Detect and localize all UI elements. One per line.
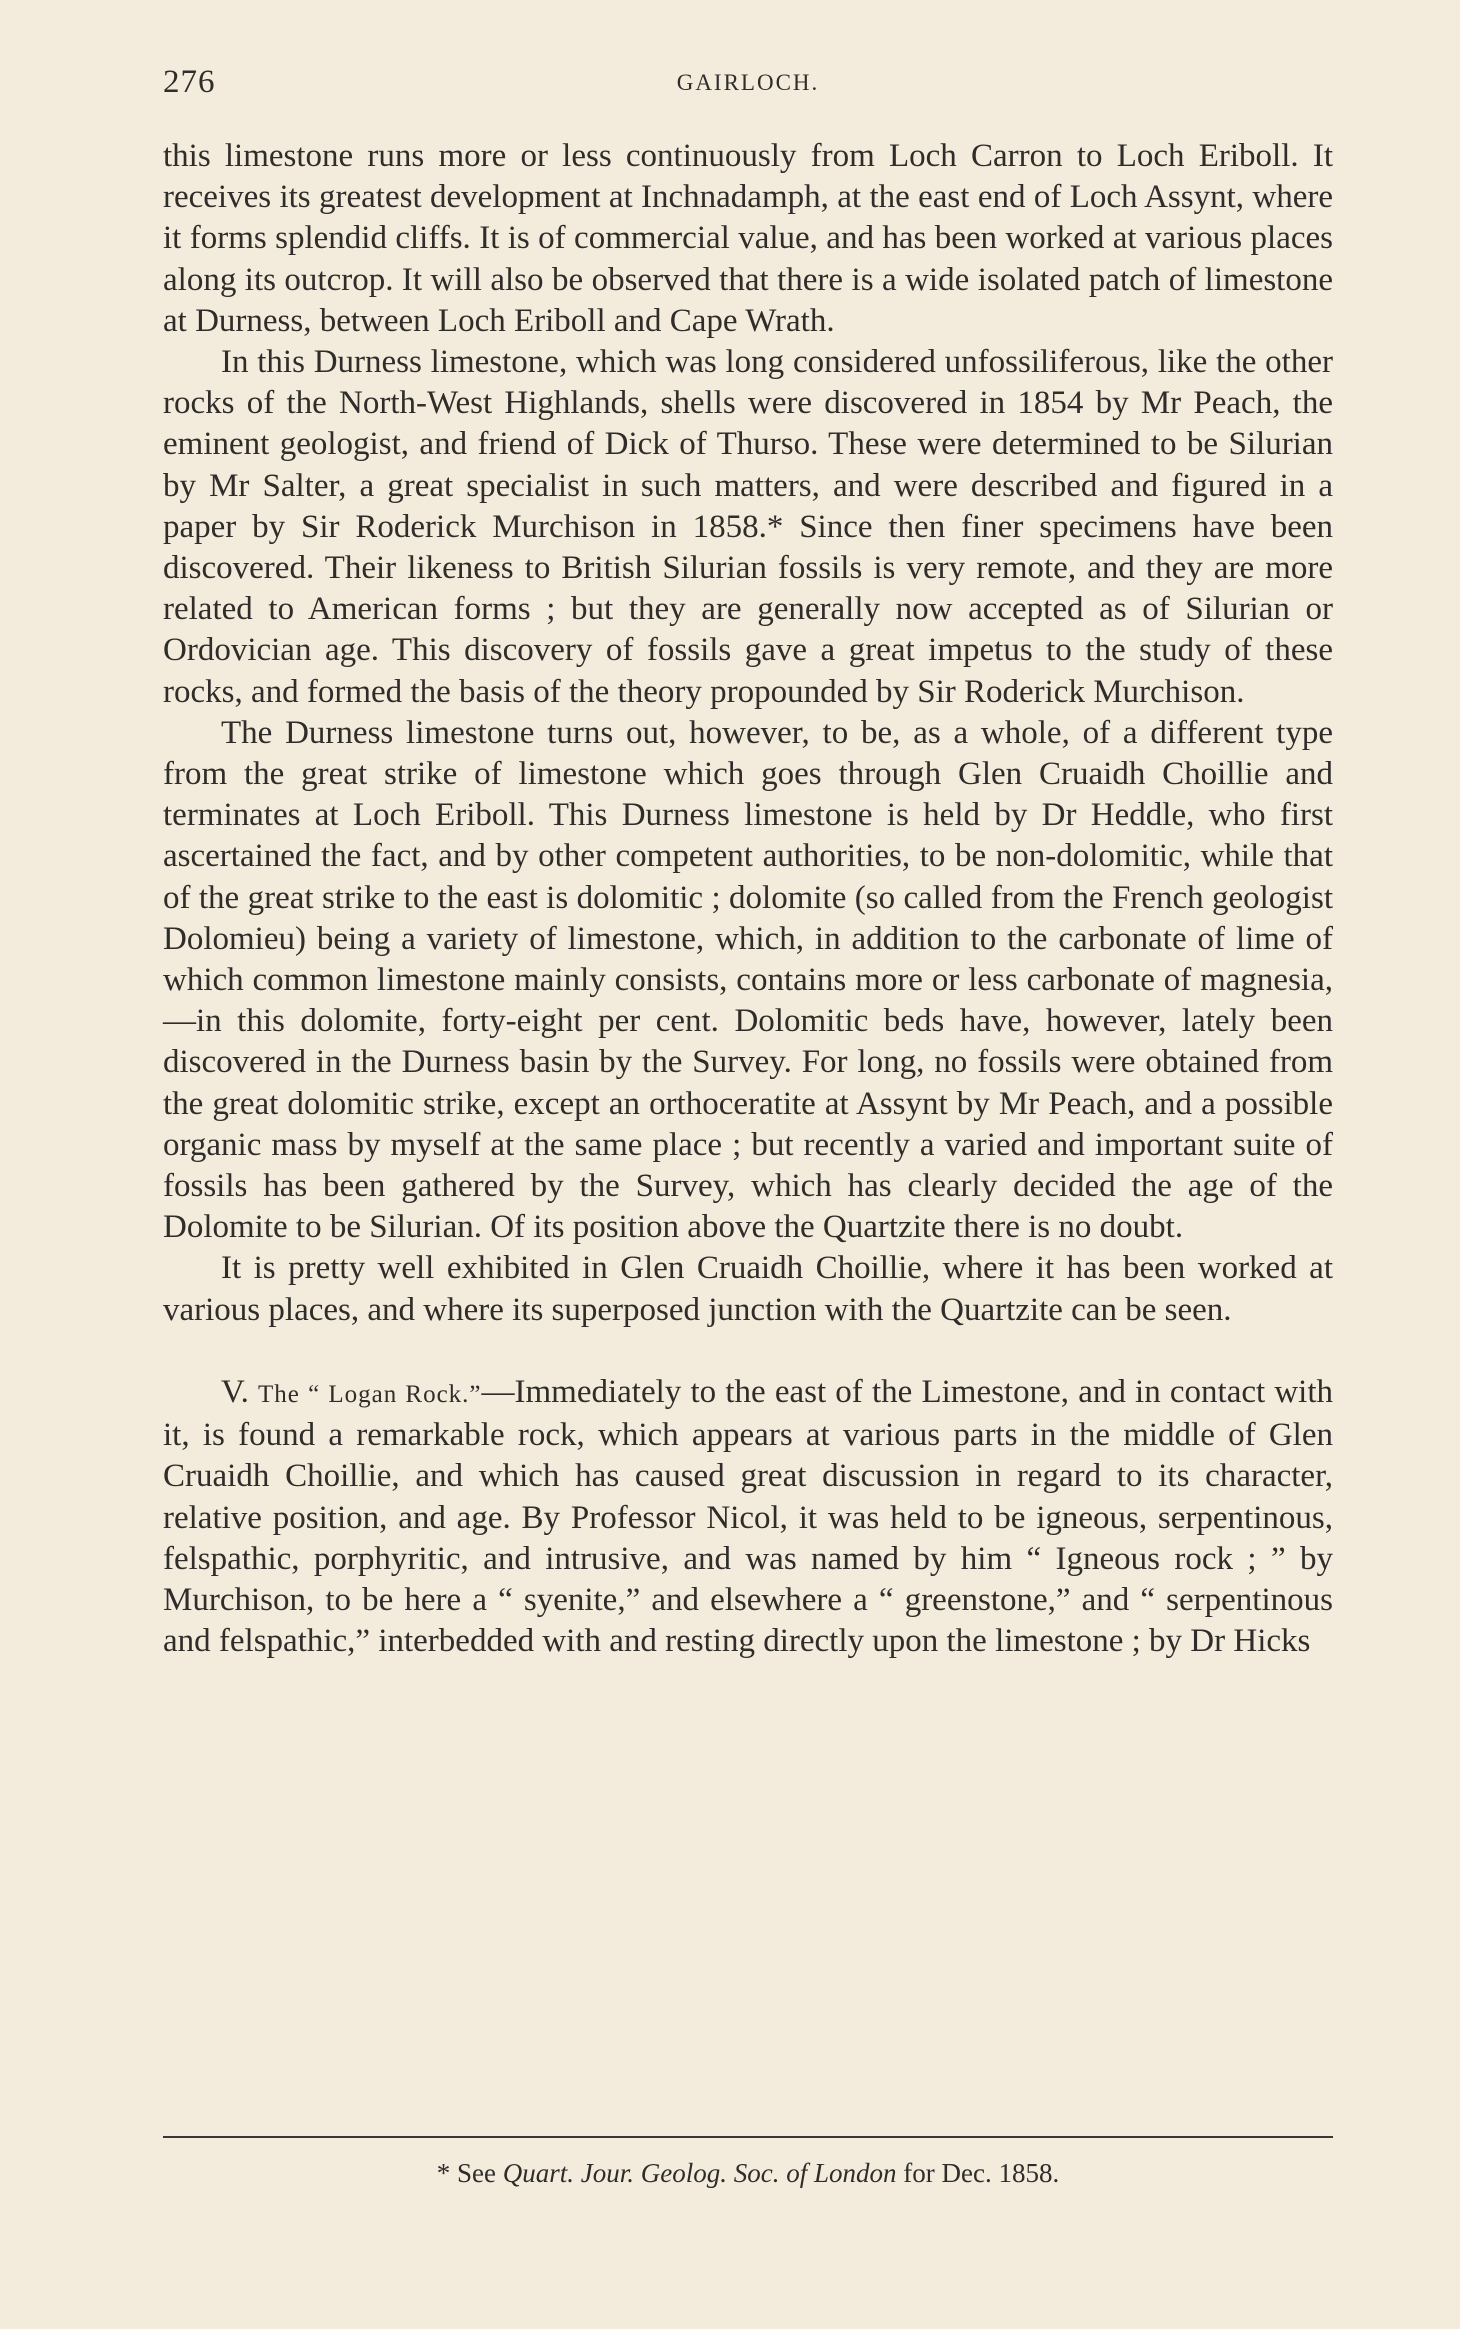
page-number: 276 (163, 64, 216, 100)
footnote-source: Quart. Jour. Geolog. Soc. of London (502, 2158, 897, 2188)
running-head: GAIRLOCH. (676, 70, 820, 95)
page-header (163, 64, 1333, 104)
section-v-paragraph (163, 1372, 1333, 1662)
footnote-suffix: for Dec. 1858. (896, 2158, 1060, 2188)
paragraph-glen-cruaidh: It is pretty well exhibited in Glen Cruaidh Choillie, where it has been worked at various places, and where its superposed junction with the Quartzite can be seen. (163, 1250, 1333, 1328)
footnote-rule (163, 2136, 1333, 2138)
footnote-marker: * See (436, 2158, 503, 2188)
paragraph-fossils: In this Durness limestone, which was long considered unfossiliferous, like the other rocks of the North-West Highlands, shells were discovered in 1854 by Mr Peach, the eminent geologist, and friend of Dick of Thurso. These were determined to be Silurian by Mr Salter, a great specialist in such matters, and were described and figured in a paper by Sir Roderick Murchison in 1858.* Since then finer specimens have been discovered. Their likeness to British Silurian fossils is very remote, and they are more related to American forms ; but they are generally now accepted as of Silurian or Ordovician age. This discovery of fossils gave a great impetus to the study of these rocks, and formed the basis of the theory propounded by Sir Roderick Murchison. (163, 344, 1333, 710)
paragraph-dolomite: The Durness limestone turns out, however, to be, as a whole, of a different type from the great strike of limestone which goes through Glen Cruaidh Choillie and terminates at Loch Eriboll. This Durness limestone is held by Dr Heddle, who first ascertained the fact, and by other competent authorities, to be non-dolomitic, while that of the great strike to the east is dolomitic ; dolomite (so called from the French geologist Dolomieu) being a variety of limestone, which, in addition to the carbonate of lime of which common limestone mainly consists, contains more or less carbonate of magnesia,—in this dolomite, forty-eight per cent. Dolomitic beds have, however, lately been discovered in the Durness basin by the Survey. For long, no fossils were obtained from the great dolomitic strike, except an orthoceratite at Assynt by Mr Peach, and a possible organic mass by myself at the same place ; but recently a varied and important suite of fossils has been gathered by the Survey, which has clearly decided the age of the Dolomite to be Silurian. Of its position above the Quartzite there is no doubt. (163, 714, 1333, 1246)
body-text (163, 136, 1333, 1662)
section-numeral: V. (221, 1373, 259, 1410)
section-heading: The “ Logan Rock.” (258, 1380, 482, 1408)
section-text: —Immediately to the east of the Limestone, and in contact with it, is found a remarkable rock, which appears at various parts in the middle of Glen Cruaidh Choillie, and which has caused great discussion in regard to its character, relative position, and age. By Professor Nicol, it was held to be igneous, serpentinous, felspathic, porphyritic, and intrusive, and was named by him “ Igneous rock ; ” by Murchison, to be here a “ syenite,” and elsewhere a “ greenstone,” and “ serpentinous and felspathic,” interbedded with and resting directly upon the limestone ; by Dr Hicks (163, 1373, 1334, 1660)
paragraph-continued: this limestone runs more or less continuously from Loch Carron to Loch Eriboll. It receives its greatest development at Inchnadamph, at the east end of Loch Assynt, where it forms splendid cliffs. It is of commercial value, and has been worked at various places along its outcrop. It will also be observed that there is a wide isolated patch of limestone at Durness, between Loch Eriboll and Cape Wrath. (163, 138, 1333, 339)
footnote (163, 2158, 1333, 2189)
